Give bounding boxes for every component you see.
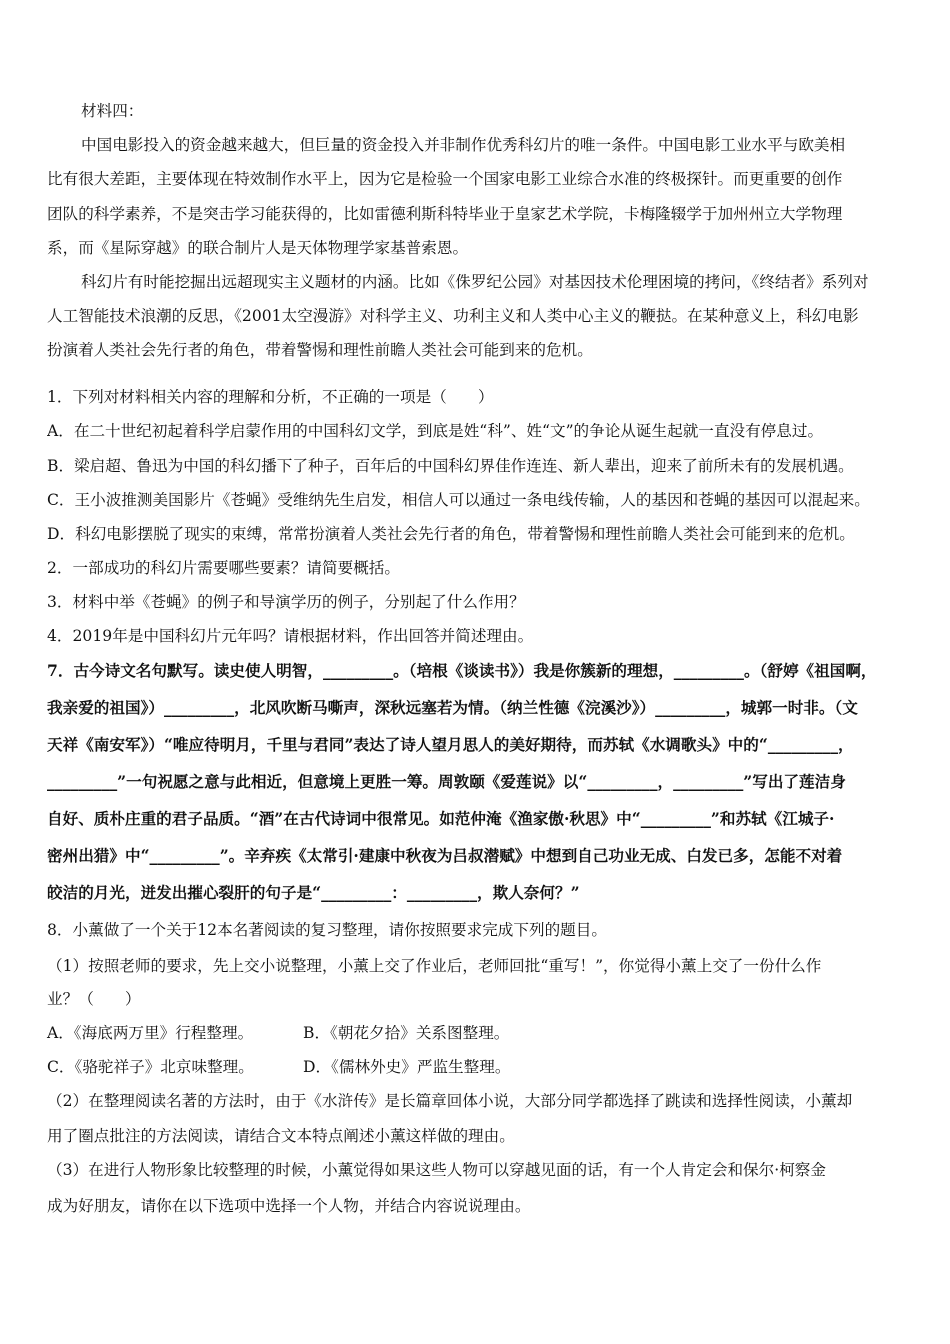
question-7-line: 密州出猎》中“_________”。辛弃疾《太常引·建康中秋夜为吕叔潜赋》中想到自己功业无成、白发已多，怎能不对着	[47, 846, 843, 865]
material-p1-line: 中国电影投入的资金越来越大，但巨量的资金投入并非制作优秀科幻片的唯一条件。中国电影工业水平与欧美相	[81, 136, 846, 154]
question-8-option-c: C．《骆驼祥子》北京味整理。	[47, 1058, 254, 1076]
question-7-line: 我亲爱的祖国》）_________，北风吹断马嘶声，深秋远塞若为情。（纳兰性德《浣溪沙》）_________，城郭一时非。（文	[47, 698, 858, 717]
question-8-option-b: B．《朝花夕拾》关系图整理。	[303, 1024, 510, 1042]
question-1: 1．下列对材料相关内容的理解和分析，不正确的一项是（ ）	[47, 388, 494, 406]
material-p2-line: 科幻片有时能挖掘出远超现实主义题材的内涵。比如《侏罗纪公园》对基因技术伦理困境的拷问，《终结者》系列对	[81, 273, 869, 291]
question-1-option-a: A．在二十世纪初起着科学启蒙作用的中国科幻文学，到底是姓“科”、姓“文”的争论从诞生起就一直没有停息过。	[47, 422, 824, 440]
question-8-sub1-line: （1）按照老师的要求，先上交小说整理，小薰上交了作业后，老师回批“重写！”，你觉得小薰上交了一份什么作	[47, 957, 822, 975]
question-7-line: 7．古今诗文名句默写。读史使人明智，_________。（培根《谈读书》）我是你簇新的理想，_________。（舒婷《祖国啊，	[47, 661, 877, 680]
question-7-line: _________”一句祝愿之意与此相近，但意境上更胜一筹。周敦颐《爱莲说》以“_________，_________”写出了莲洁身	[47, 772, 846, 791]
question-8-sub3-line: 成为好朋友，请你在以下选项中选择一个人物，并结合内容说说理由。	[47, 1197, 531, 1215]
question-8-sub3-line: （3）在进行人物形象比较整理的时候，小薰觉得如果这些人物可以穿越见面的话，有一个人肯定会和保尔·柯察金	[47, 1161, 826, 1179]
question-8-option-d: D．《儒林外史》严监生整理。	[303, 1058, 511, 1076]
material-p2-line: 人工智能技术浪潮的反思，《2001太空漫游》对科学主义、功利主义和人类中心主义的鞭挞。在某种意义上，科幻电影	[47, 307, 859, 325]
question-8-intro: 8．小薰做了一个关于12本名著阅读的复习整理，请你按照要求完成下列的题目。	[47, 921, 607, 939]
material-heading: 材料四：	[81, 102, 144, 120]
question-8-sub2-line: 用了圈点批注的方法阅读，请结合文本特点阐述小薰这样做的理由。	[47, 1127, 515, 1145]
question-1-option-b: B．梁启超、鲁迅为中国的科幻播下了种子，百年后的中国科幻界佳作连连、新人辈出，迎来了前所未有的发展机遇。	[47, 457, 854, 475]
question-2: 2．一部成功的科幻片需要哪些要素？请简要概括。	[47, 559, 400, 577]
question-7-line: 皎洁的月光，迸发出摧心裂肝的句子是“_________：_________，欺人奈何？”	[47, 883, 580, 902]
question-1-option-d: D．科幻电影摆脱了现实的束缚，常常扮演着人类社会先行者的角色，带着警惕和理性前瞻人类社会可能到来的危机。	[47, 525, 855, 543]
question-8-sub1-line: 业？（ ）	[47, 990, 141, 1008]
question-7-line: 自好、质朴庄重的君子品质。“酒”在古代诗词中很常见。如范仲淹《渔家傲·秋思》中“_________”和苏轼《江城子·	[47, 809, 835, 828]
material-p1-line: 比有很大差距，主要体现在特效制作水平上，因为它是检验一个国家电影工业综合水准的终极探针。而更重要的创作	[47, 170, 843, 188]
question-8-sub2-line: （2）在整理阅读名著的方法时，由于《水浒传》是长篇章回体小说，大部分同学都选择了跳读和选择性阅读，小薰却	[47, 1092, 853, 1110]
material-p1-line: 团队的科学素养，不是突击学习能获得的，比如雷德利斯科特毕业于皇家艺术学院，卡梅隆辍学于加州州立大学物理	[47, 205, 843, 223]
material-p2-line: 扮演着人类社会先行者的角色，带着警惕和理性前瞻人类社会可能到来的危机。	[47, 341, 593, 359]
material-p1-line: 系，而《星际穿越》的联合制片人是天体物理学家基普索恩。	[47, 239, 469, 257]
question-3: 3．材料中举《苍蝇》的例子和导演学历的例子，分别起了什么作用？	[47, 593, 525, 611]
question-4: 4．2019年是中国科幻片元年吗？请根据材料，作出回答并简述理由。	[47, 627, 534, 645]
question-7-line: 天祥《南安军》）“唯应待明月，千里与君同”表达了诗人望月思人的美好期待，而苏轼《水调歌头》中的“_________，	[47, 735, 854, 754]
question-1-option-c: C．王小波推测美国影片《苍蝇》受维纳先生启发，相信人可以通过一条电线传输，人的基因和苍蝇的基因可以混起来。	[47, 491, 870, 509]
question-8-option-a: A．《海底两万里》行程整理。	[47, 1024, 254, 1042]
